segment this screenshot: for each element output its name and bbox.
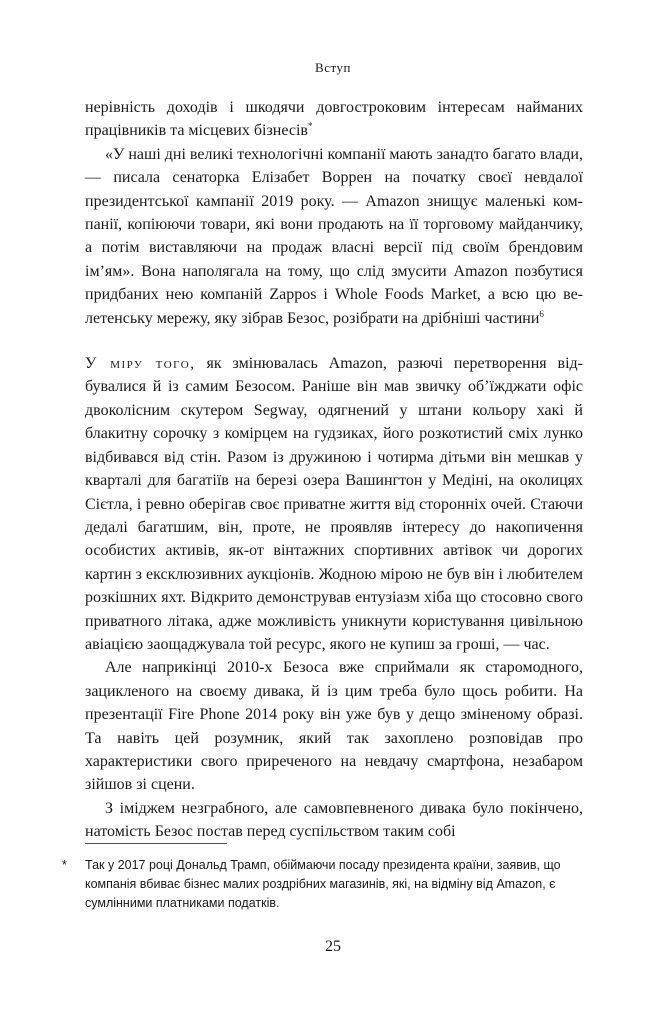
footnote-text: Так у 2017 році Дональд Трамп, обіймаючи посаду президента країни, заявив, що компанія вбиває бізнес малих роздрібних магазинів, які, на відміну від Amazon, є сумлінними платниками податків. [85,858,561,910]
paragraph-3-text: як змінювалась Amazon, разючі перетворення відбувалися й із самим Безосом. Раніше він мав звичку об’їжджати офіс двоколісним скутером Segway, одягнений у штани кольору хакі й блакитну сорочку з комірцем на гудзиках, його розкотистий сміх лунко відбивався від стін. Разом із дружиною і чотирма дітьми він мешкав у кварталі для багатіїв на березі озера Вашингтон у Медіні, на околицях Сієтла, і ревно оберігав своє приватне життя від сторонніх очей. Стаючи дедалі багатшим, він, проте, не проявляв інтересу до накопичення особистих активів, як-от вінтажних спортивних автівок чи дорогих картин з ексклюзивних аукціонів. Жодною мірою не був він і любителем розкішних яхт. Відкрито демонстрував ентузіазм хіба що стосовно свого приватного літака, адже можливість уникнути користування цивільною авіацією заощаджувала той ресурс, якого не купиш за гроші, — час. [85,355,583,653]
running-header: Вступ [315,60,351,75]
paragraph-1-text: нерівність доходів і шкодячи довгостроковим інтересам найманих працівників та місцевих бізнесів [85,99,583,140]
paragraph-2 [85,143,583,330]
footnote [62,856,583,913]
section-lead-in: У міру того, [85,355,196,373]
page-number: 25 [325,938,341,955]
paragraph-4: Але наприкінці 2010-х Безоса вже сприймали як старомодного, зацикленого на своєму дивака, й із цим треба було щось робити. На презентації Fire Phone 2014 року він уже був у дещо зміненому образі. Та навіть цей розумник, який так захоплено розповідав про характеристики свого приреченого на невдачу смартфона, незабаром зійшов зі сцени. [85,659,583,794]
body-text [85,96,583,844]
paragraph-2-text: «У наші дні великі технологічні компанії мають занадто багато влади, — писала сенаторка Елізабет Воррен на початку своєї невдалої президентської кампанії 2019 року. — Amazon знищує маленькі компанії, копіюючи товари, які вони продають на її торговому майданчику, а потім виставляючи на продаж власні версії під своїм брендовим ім’ям». Вона наполягала на тому, що слід змусити Amazon позбутися придбаних нею компаній Zappos і Whole Foods Market, а всю цю велетенську мережу, яку зібрав Безос, розібрати на дрібніші частини [85,145,583,327]
footnote-mark: * [62,858,67,872]
paragraph-3 [85,352,583,656]
paragraph-1 [85,96,583,143]
footnote-divider [85,843,227,844]
paragraph-5: З іміджем незграбного, але самовпевненого дивака було покінчено, натомість Безос постав перед суспільством таким собі [85,799,583,841]
endnote-ref-6: 6 [539,308,544,319]
footnote-ref-asterisk: * [307,121,313,132]
